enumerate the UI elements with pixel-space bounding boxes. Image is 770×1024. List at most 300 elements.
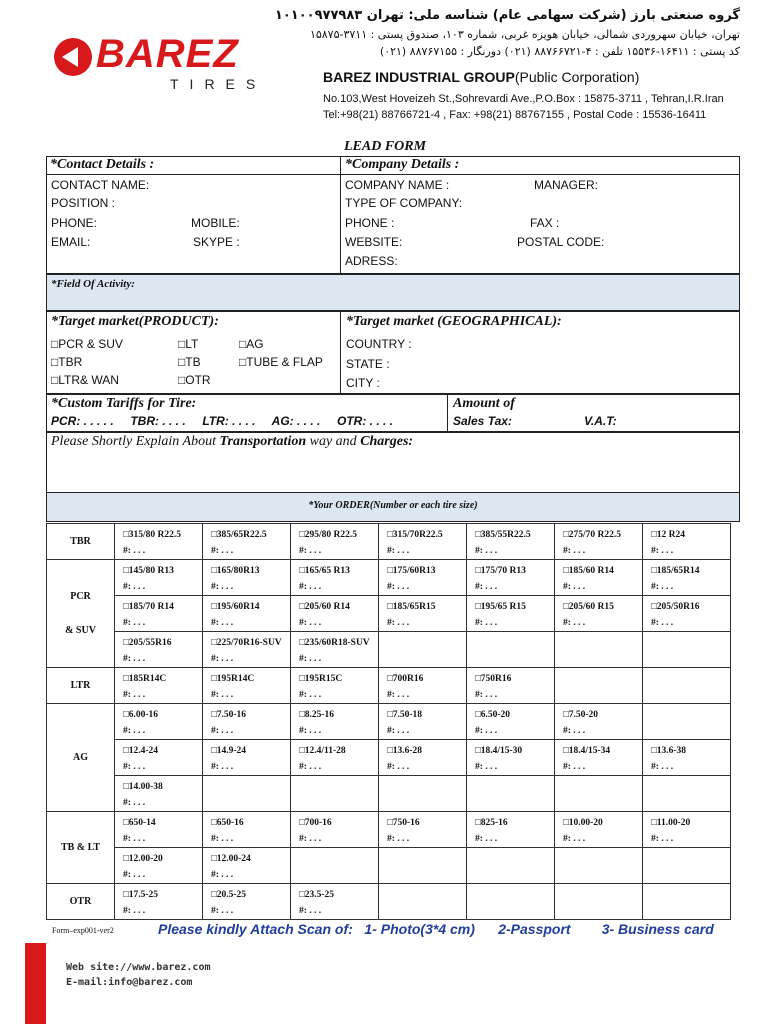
- checkbox-icon[interactable]: □: [123, 818, 129, 828]
- tire-size-option: □12 R24: [651, 530, 685, 540]
- tariffs-divider: [447, 394, 448, 432]
- order-cell[interactable]: [379, 524, 467, 560]
- checkbox-icon[interactable]: □: [475, 710, 481, 720]
- checkbox-icon[interactable]: □: [475, 674, 481, 684]
- order-category-line: PCR: [70, 590, 91, 602]
- order-cell[interactable]: [467, 740, 555, 776]
- logo-sub: TIRES: [170, 76, 267, 92]
- checkbox-icon[interactable]: □: [123, 566, 129, 576]
- tire-size-option: □7.50-18: [387, 710, 423, 720]
- order-cell[interactable]: [203, 704, 291, 740]
- table-row: [47, 740, 731, 776]
- order-cell[interactable]: [203, 632, 291, 668]
- order-cell[interactable]: [555, 524, 643, 560]
- tariffs-line: PCR: . . . . . TBR: . . . . LTR: . . . . AG: . . . . OTR: . . . .: [51, 414, 394, 428]
- checkbox-icon[interactable]: □: [475, 746, 481, 756]
- quantity-field[interactable]: #: . . .: [123, 582, 146, 592]
- order-cell[interactable]: [467, 596, 555, 632]
- order-cell-empty: [643, 668, 731, 704]
- quantity-field[interactable]: #: . . .: [651, 834, 674, 844]
- tire-size-option: □145/80 R13: [123, 566, 174, 576]
- table-row: [47, 560, 731, 596]
- order-cell[interactable]: [203, 740, 291, 776]
- tire-size-option: □14.00-38: [123, 782, 163, 792]
- checkbox-icon[interactable]: □: [211, 746, 217, 756]
- quantity-field[interactable]: #: . . .: [299, 618, 322, 628]
- quantity-field[interactable]: #: . . .: [123, 654, 146, 664]
- order-cell[interactable]: [467, 812, 555, 848]
- checkbox-icon[interactable]: □: [475, 602, 481, 612]
- tire-size-option: □205/50R16: [651, 602, 700, 612]
- checkbox-icon[interactable]: □: [563, 530, 569, 540]
- quantity-field[interactable]: #: . . .: [475, 618, 498, 628]
- order-cell[interactable]: [115, 740, 203, 776]
- checkbox-icon[interactable]: □: [387, 818, 393, 828]
- quantity-field[interactable]: #: . . .: [475, 546, 498, 556]
- order-cell[interactable]: [467, 524, 555, 560]
- quantity-field[interactable]: #: . . .: [123, 726, 146, 736]
- tire-size-option: □195R14C: [211, 674, 255, 684]
- tire-size-option: □235/60R18-SUV: [299, 638, 370, 648]
- tire-size-option: □7.50-16: [211, 710, 247, 720]
- order-cell-empty: [555, 632, 643, 668]
- checkbox-icon[interactable]: □: [299, 890, 305, 900]
- order-cell-empty: [291, 776, 379, 812]
- checkbox-icon[interactable]: □: [475, 818, 481, 828]
- quantity-field[interactable]: #: . . .: [211, 582, 234, 592]
- order-cell-empty: [203, 776, 291, 812]
- quantity-field[interactable]: #: . . .: [211, 906, 234, 916]
- company-contact: Tel:+98(21) 88766721-4 , Fax: +98(21) 88767155 , Postal Code : 15536-16411: [323, 109, 707, 121]
- tax-amount-heading: Amount of: [453, 396, 515, 411]
- order-cell[interactable]: [467, 668, 555, 704]
- checkbox-icon[interactable]: □: [651, 602, 657, 612]
- order-cell[interactable]: [203, 812, 291, 848]
- tire-size-option: □10.00-20: [563, 818, 603, 828]
- order-cell[interactable]: [115, 776, 203, 812]
- tire-size-option: □275/70 R22.5: [563, 530, 621, 540]
- checkbox-icon[interactable]: □: [563, 818, 569, 828]
- checkbox-icon[interactable]: □: [387, 674, 393, 684]
- order-cell-empty: [291, 848, 379, 884]
- quantity-field[interactable]: #: . . .: [475, 834, 498, 844]
- header-fa-line1: گروه صنعتی بارز (شرکت سهامی عام) شناسه ملی: تهران ۱۰۱۰۰۹۷۷۹۸۳: [274, 8, 740, 23]
- tire-size-option: □20.5-25: [211, 890, 247, 900]
- order-cell[interactable]: [291, 812, 379, 848]
- checkbox-icon[interactable]: □: [211, 638, 217, 648]
- order-cell[interactable]: [115, 596, 203, 632]
- checkbox-icon[interactable]: □: [387, 530, 393, 540]
- order-cell[interactable]: [203, 596, 291, 632]
- tire-size-option: □18.4/15-34: [563, 746, 611, 756]
- quantity-field[interactable]: #: . . .: [299, 906, 322, 916]
- tire-size-option: □185R14C: [123, 674, 167, 684]
- company-address-label: ADRESS:: [345, 254, 398, 268]
- checkbox-icon[interactable]: □: [123, 638, 129, 648]
- checkbox-icon[interactable]: □: [123, 890, 129, 900]
- footer-website[interactable]: Web site://www.barez.com: [66, 962, 211, 973]
- order-cell[interactable]: [115, 704, 203, 740]
- product-option-ltr-wan[interactable]: □LTR& WAN: [51, 373, 119, 387]
- tire-size-option: □6.50-20: [475, 710, 511, 720]
- quantity-field[interactable]: #: . . .: [299, 762, 322, 772]
- tire-size-option: □295/80 R22.5: [299, 530, 357, 540]
- transport-question: Please Shortly Explain About Transportation way and Charges:: [51, 434, 414, 449]
- product-option-tbr[interactable]: □TBR: [51, 355, 83, 369]
- order-cell-empty: [379, 632, 467, 668]
- tire-size-option: □825-16: [475, 818, 508, 828]
- order-cell[interactable]: [555, 812, 643, 848]
- order-cell-empty: [643, 704, 731, 740]
- checkbox-icon[interactable]: □: [563, 710, 569, 720]
- order-cell[interactable]: [115, 668, 203, 704]
- order-cell[interactable]: [379, 668, 467, 704]
- checkbox-icon[interactable]: □: [211, 566, 217, 576]
- tire-size-option: □185/65R14: [651, 566, 700, 576]
- order-cell-empty: [555, 668, 643, 704]
- order-heading: *Your ORDER(Number or each tire size): [308, 500, 478, 511]
- table-row: [47, 848, 731, 884]
- quantity-field[interactable]: #: . . .: [475, 690, 498, 700]
- order-cell-empty: [555, 848, 643, 884]
- product-option-tb[interactable]: □TB: [178, 355, 201, 369]
- vat-label: V.A.T:: [584, 414, 617, 428]
- checkbox-icon[interactable]: □: [563, 602, 569, 612]
- checkbox-icon[interactable]: □: [299, 566, 305, 576]
- checkbox-icon[interactable]: □: [123, 602, 129, 612]
- quantity-field[interactable]: #: . . .: [123, 762, 146, 772]
- contact-email-label: EMAIL:: [51, 235, 91, 249]
- quantity-field[interactable]: #: . . .: [123, 798, 146, 808]
- checkbox-icon[interactable]: □: [387, 602, 393, 612]
- order-category: AG: [47, 704, 115, 812]
- tire-size-option: □185/65R15: [387, 602, 436, 612]
- tire-size-option: □6.00-16: [123, 710, 159, 720]
- tire-size-option: □18.4/15-30: [475, 746, 523, 756]
- form-title: LEAD FORM: [344, 139, 427, 154]
- group-name: BAREZ INDUSTRIAL GROUP(Public Corporation): [323, 69, 640, 85]
- contact-heading: *Contact Details :: [50, 157, 155, 172]
- order-cell[interactable]: [643, 740, 731, 776]
- product-option-ag[interactable]: □AG: [239, 337, 264, 351]
- group-type: (Public Corporation): [514, 69, 640, 85]
- order-cell[interactable]: [203, 848, 291, 884]
- field-activity-panel: [46, 274, 740, 311]
- quantity-field[interactable]: #: . . .: [651, 582, 674, 592]
- tire-size-option: □8.25-16: [299, 710, 335, 720]
- quantity-field[interactable]: #: . . .: [387, 726, 410, 736]
- quantity-field[interactable]: #: . . .: [123, 546, 146, 556]
- order-cell[interactable]: [115, 560, 203, 596]
- quantity-field[interactable]: #: . . .: [387, 582, 410, 592]
- contact-name-label: CONTACT NAME:: [51, 178, 150, 192]
- checkbox-icon[interactable]: □: [651, 530, 657, 540]
- tire-size-option: □315/80 R22.5: [123, 530, 181, 540]
- order-cell[interactable]: [115, 848, 203, 884]
- product-option-pcr[interactable]: □PCR & SUV: [51, 337, 123, 351]
- tire-size-option: □195/65 R15: [475, 602, 526, 612]
- quantity-field[interactable]: #: . . .: [563, 834, 586, 844]
- tire-size-option: □205/55R16: [123, 638, 172, 648]
- quantity-field[interactable]: #: . . .: [563, 726, 586, 736]
- target-divider: [340, 311, 341, 394]
- field-activity-label: *Field Of Activity:: [51, 278, 135, 290]
- order-cell[interactable]: [379, 740, 467, 776]
- quantity-field[interactable]: #: . . .: [299, 582, 322, 592]
- order-cell[interactable]: [115, 884, 203, 920]
- order-cell[interactable]: [291, 668, 379, 704]
- tire-size-option: □700-16: [299, 818, 332, 828]
- tire-size-option: □700R16: [387, 674, 424, 684]
- order-cell[interactable]: [379, 596, 467, 632]
- order-cell-empty: [467, 848, 555, 884]
- company-fax-label: FAX :: [530, 216, 560, 230]
- tire-size-option: □12.00-20: [123, 854, 163, 864]
- tire-size-option: □175/60R13: [387, 566, 436, 576]
- checkbox-icon[interactable]: □: [211, 890, 217, 900]
- tire-size-option: □195R15C: [299, 674, 343, 684]
- order-cell[interactable]: [643, 596, 731, 632]
- tire-size-option: □14.9-24: [211, 746, 247, 756]
- product-option-lt[interactable]: □LT: [178, 337, 199, 351]
- checkbox-icon[interactable]: □: [299, 818, 305, 828]
- tire-size-option: □750-16: [387, 818, 420, 828]
- table-row: [47, 812, 731, 848]
- logo-word: BAREZ: [96, 32, 239, 76]
- checkbox-icon[interactable]: □: [651, 566, 657, 576]
- contact-phone-label: PHONE:: [51, 216, 98, 230]
- checkbox-icon[interactable]: □: [299, 602, 305, 612]
- order-cell[interactable]: [115, 632, 203, 668]
- tire-size-option: □12.4-24: [123, 746, 159, 756]
- quantity-field[interactable]: #: . . .: [299, 690, 322, 700]
- quantity-field[interactable]: #: . . .: [387, 690, 410, 700]
- table-row: [47, 596, 731, 632]
- quantity-field[interactable]: #: . . .: [123, 906, 146, 916]
- tire-size-option: □7.50-20: [563, 710, 599, 720]
- order-cell[interactable]: [555, 740, 643, 776]
- quantity-field[interactable]: #: . . .: [123, 618, 146, 628]
- order-cell[interactable]: [291, 740, 379, 776]
- geo-city-label: CITY :: [346, 376, 380, 390]
- company-name-label: COMPANY NAME :: [345, 178, 450, 192]
- tire-size-option: □315/70R22.5: [387, 530, 443, 540]
- order-cell[interactable]: [203, 560, 291, 596]
- tire-size-option: □650-14: [123, 818, 156, 828]
- checkbox-icon[interactable]: □: [299, 674, 305, 684]
- order-cell[interactable]: [643, 560, 731, 596]
- tire-size-option: □165/80R13: [211, 566, 260, 576]
- order-cell[interactable]: [291, 524, 379, 560]
- checkbox-icon[interactable]: □: [387, 710, 393, 720]
- quantity-field[interactable]: #: . . .: [123, 870, 146, 880]
- checkbox-icon[interactable]: □: [123, 854, 129, 864]
- order-cell[interactable]: [203, 668, 291, 704]
- checkbox-icon[interactable]: □: [299, 710, 305, 720]
- company-phone-label: PHONE :: [345, 216, 395, 230]
- order-cell[interactable]: [555, 560, 643, 596]
- tire-size-option: □12.00-24: [211, 854, 251, 864]
- checkbox-icon[interactable]: □: [123, 746, 129, 756]
- order-cell[interactable]: [379, 704, 467, 740]
- tire-size-option: □185/70 R14: [123, 602, 174, 612]
- checkbox-icon[interactable]: □: [211, 710, 217, 720]
- logo-arrow-icon: [62, 47, 78, 67]
- header-fa-line3: کد پستی : ۱۶۴۱۱-۱۵۵۳۶ تلفن : ۴-۸۸۷۶۶۷۲۱ (۰۲۱) دورنگار : ۸۸۷۶۷۱۵۵ (۰۲۱): [379, 45, 740, 58]
- checkbox-icon[interactable]: □: [387, 746, 393, 756]
- order-category-line: & SUV: [65, 624, 96, 636]
- table-row: [47, 668, 731, 704]
- product-option-otr[interactable]: □OTR: [178, 373, 211, 387]
- checkbox-icon[interactable]: □: [299, 638, 305, 648]
- target-geo-heading: *Target market (GEOGRAPHICAL):: [346, 314, 562, 329]
- order-category: OTR: [47, 884, 115, 920]
- order-category: TB & LT: [47, 812, 115, 884]
- quantity-field[interactable]: #: . . .: [387, 834, 410, 844]
- quantity-field[interactable]: #: . . .: [299, 726, 322, 736]
- order-cell-empty: [467, 884, 555, 920]
- tire-size-option: □205/60 R14: [299, 602, 350, 612]
- order-cell[interactable]: [291, 632, 379, 668]
- quantity-field[interactable]: #: . . .: [563, 762, 586, 772]
- order-cell[interactable]: [291, 596, 379, 632]
- order-cell[interactable]: [115, 812, 203, 848]
- tire-size-option: □23.5-25: [299, 890, 335, 900]
- order-cell-empty: [379, 884, 467, 920]
- order-cell-empty: [555, 884, 643, 920]
- quantity-field[interactable]: #: . . .: [211, 546, 234, 556]
- tire-size-option: □17.5-25: [123, 890, 159, 900]
- quantity-field[interactable]: #: . . .: [299, 654, 322, 664]
- quantity-field[interactable]: #: . . .: [211, 834, 234, 844]
- order-cell[interactable]: [379, 560, 467, 596]
- quantity-field[interactable]: #: . . .: [299, 834, 322, 844]
- quantity-field[interactable]: #: . . .: [211, 726, 234, 736]
- tire-size-option: □225/70R16-SUV: [211, 638, 282, 648]
- order-cell[interactable]: [203, 884, 291, 920]
- order-cell[interactable]: [203, 524, 291, 560]
- contact-skype-label: SKYPE :: [193, 235, 240, 249]
- order-cell-empty: [643, 776, 731, 812]
- checkbox-icon[interactable]: □: [299, 746, 305, 756]
- checkbox-icon[interactable]: □: [211, 530, 217, 540]
- checkbox-icon[interactable]: □: [211, 602, 217, 612]
- quantity-field[interactable]: #: . . .: [123, 690, 146, 700]
- form-code: Form–exp001-ver2: [52, 926, 114, 935]
- footer-email[interactable]: E-mail:info@barez.com: [66, 977, 193, 988]
- checkbox-icon[interactable]: □: [651, 818, 657, 828]
- quantity-field[interactable]: #: . . .: [123, 834, 146, 844]
- company-website-label: WEBSITE:: [345, 235, 403, 249]
- checkbox-icon[interactable]: □: [123, 782, 129, 792]
- quantity-field[interactable]: #: . . .: [475, 582, 498, 592]
- order-cell-empty: [379, 848, 467, 884]
- checkbox-icon[interactable]: □: [299, 530, 305, 540]
- quantity-field[interactable]: #: . . .: [299, 546, 322, 556]
- order-cell[interactable]: [379, 812, 467, 848]
- checkbox-icon[interactable]: □: [475, 566, 481, 576]
- checkbox-icon[interactable]: □: [123, 710, 129, 720]
- order-cell[interactable]: [291, 884, 379, 920]
- order-cell[interactable]: [555, 596, 643, 632]
- quantity-field[interactable]: #: . . .: [651, 762, 674, 772]
- checkbox-icon[interactable]: □: [211, 854, 217, 864]
- quantity-field[interactable]: #: . . .: [651, 546, 674, 556]
- quantity-field[interactable]: #: . . .: [475, 762, 498, 772]
- order-cell[interactable]: [467, 560, 555, 596]
- quantity-field[interactable]: #: . . .: [211, 870, 234, 880]
- tariffs-heading: *Custom Tariffs for Tire:: [51, 396, 197, 411]
- tire-size-option: □185/60 R14: [563, 566, 614, 576]
- contact-mobile-label: MOBILE:: [191, 216, 240, 230]
- order-cell[interactable]: [115, 524, 203, 560]
- company-heading: *Company Details :: [345, 157, 460, 172]
- quantity-field[interactable]: #: . . .: [563, 582, 586, 592]
- quantity-field[interactable]: #: . . .: [563, 618, 586, 628]
- quantity-field[interactable]: #: . . .: [211, 654, 234, 664]
- quantity-field[interactable]: #: . . .: [563, 546, 586, 556]
- quantity-field[interactable]: #: . . .: [387, 546, 410, 556]
- quantity-field[interactable]: #: . . .: [211, 762, 234, 772]
- order-cell-empty: [467, 776, 555, 812]
- contact-position-label: POSITION :: [51, 196, 116, 210]
- checkbox-icon[interactable]: □: [211, 818, 217, 828]
- checkbox-icon[interactable]: □: [387, 566, 393, 576]
- order-cell-empty: [643, 884, 731, 920]
- geo-state-label: STATE :: [346, 357, 390, 371]
- checkbox-icon[interactable]: □: [563, 746, 569, 756]
- quantity-field[interactable]: #: . . .: [651, 618, 674, 628]
- order-cell[interactable]: [643, 524, 731, 560]
- checkbox-icon[interactable]: □: [123, 674, 129, 684]
- product-option-tube-flap[interactable]: □TUBE & FLAP: [239, 355, 323, 369]
- order-cell-empty: [467, 632, 555, 668]
- checkbox-icon[interactable]: □: [123, 530, 129, 540]
- table-row: [47, 776, 731, 812]
- checkbox-icon[interactable]: □: [563, 566, 569, 576]
- checkbox-icon[interactable]: □: [475, 530, 481, 540]
- tire-size-option: □13.6-38: [651, 746, 687, 756]
- order-cell[interactable]: [643, 812, 731, 848]
- details-divider: [340, 156, 341, 274]
- quantity-field[interactable]: #: . . .: [475, 726, 498, 736]
- order-cell[interactable]: [467, 704, 555, 740]
- tire-size-option: □12.4/11-28: [299, 746, 346, 756]
- checkbox-icon[interactable]: □: [651, 746, 657, 756]
- order-category: LTR: [47, 668, 115, 704]
- order-cell[interactable]: [555, 704, 643, 740]
- order-category: TBR: [47, 524, 115, 560]
- quantity-field[interactable]: #: . . .: [211, 618, 234, 628]
- tire-size-option: □165/65 R13: [299, 566, 350, 576]
- order-cell-empty: [643, 848, 731, 884]
- checkbox-icon[interactable]: □: [211, 674, 217, 684]
- company-address: No.103,West Hoveizeh St.,Sohrevardi Ave.,P.O.Box : 15875-3711 , Tehran,I.R.Iran: [323, 93, 724, 105]
- order-cell[interactable]: [291, 560, 379, 596]
- company-postal-label: POSTAL CODE:: [517, 235, 605, 249]
- company-manager-label: MANAGER:: [534, 178, 599, 192]
- tire-size-option: □205/60 R15: [563, 602, 614, 612]
- tire-size-option: □11.00-20: [651, 818, 691, 828]
- quantity-field[interactable]: #: . . .: [211, 690, 234, 700]
- table-row: [47, 704, 731, 740]
- order-cell[interactable]: [291, 704, 379, 740]
- quantity-field[interactable]: #: . . .: [387, 618, 410, 628]
- quantity-field[interactable]: #: . . .: [387, 762, 410, 772]
- tire-size-option: □750R16: [475, 674, 512, 684]
- order-cell-empty: [643, 632, 731, 668]
- company-type-label: TYPE OF COMPANY:: [345, 196, 463, 210]
